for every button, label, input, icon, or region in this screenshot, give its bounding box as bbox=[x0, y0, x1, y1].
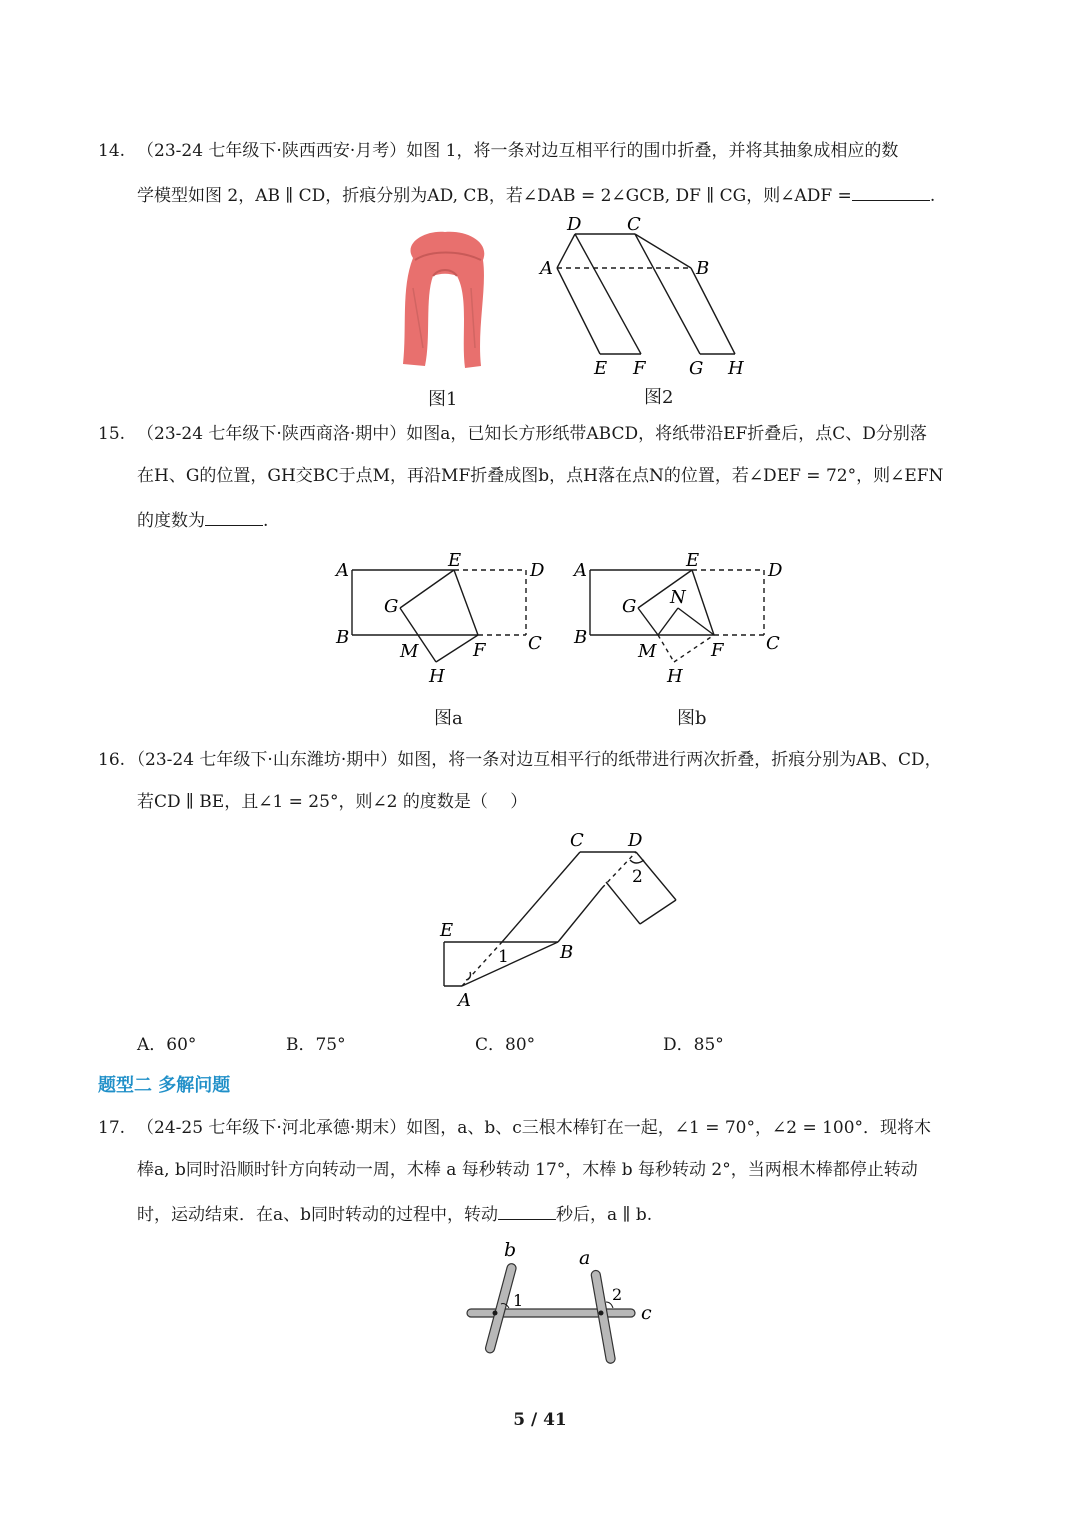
q15-line1: （23-24 七年级下·陕西商洛·期中）如图a，已知长方形纸带ABCD，将纸带沿EF折叠后，点C、D分别落 bbox=[137, 424, 927, 444]
q15-line3-text: 的度数为 bbox=[137, 511, 205, 531]
q14-line1: （23-24 七年级下·陕西西安·月考）如图 1，将一条对边互相平行的围巾折叠，并将其抽象成相应的数 bbox=[137, 141, 899, 161]
q15a-label-C: C bbox=[528, 633, 542, 654]
q15-number: 15. bbox=[98, 424, 126, 444]
q15-line3-end: . bbox=[263, 511, 269, 531]
q14-label-G: G bbox=[689, 358, 704, 379]
q14-label-H: H bbox=[728, 358, 744, 379]
q16-line1: （23-24 七年级下·山东潍坊·期中）如图，将一条对边互相平行的纸带进行两次折叠，折痕分别为AB、CD， bbox=[128, 750, 942, 770]
q15b-label-M: M bbox=[638, 641, 657, 662]
q17-label-angle1: 1 bbox=[513, 1291, 524, 1310]
q17-label-c: c bbox=[641, 1302, 652, 1324]
q16-line2: 若CD ∥ BE，且∠1 = 25°，则∠2 的度数是（ ） bbox=[137, 792, 528, 812]
q15-answer-blank[interactable] bbox=[205, 507, 263, 526]
q17-line3-end: 秒后，a ∥ b. bbox=[556, 1205, 653, 1225]
q15a-label-G: G bbox=[384, 596, 399, 617]
q15b-label-C: C bbox=[766, 633, 780, 654]
q14-label-A: A bbox=[540, 258, 553, 279]
q16-choice-a[interactable]: A．60° bbox=[137, 1035, 197, 1055]
q15a-label-F: F bbox=[473, 640, 486, 661]
q16-label-A: A bbox=[458, 990, 471, 1011]
q16-choice-d[interactable]: D．85° bbox=[663, 1035, 724, 1055]
q16-label-E: E bbox=[440, 920, 454, 941]
q15a-label-A: A bbox=[336, 560, 349, 581]
q14-label-B: B bbox=[696, 258, 710, 279]
q17-label-angle2: 2 bbox=[612, 1285, 623, 1304]
q16-choice-c[interactable]: C．80° bbox=[475, 1035, 536, 1055]
q17-line3-text: 时，运动结束．在a、b同时转动的过程中，转动 bbox=[137, 1205, 499, 1225]
q14-label-C: C bbox=[627, 214, 641, 235]
q14-label-F: F bbox=[633, 358, 646, 379]
q16-label-D: D bbox=[628, 830, 643, 851]
q15b-label-E: E bbox=[686, 550, 700, 571]
q14-number: 14. bbox=[98, 141, 126, 161]
q15b-label-B: B bbox=[574, 627, 588, 648]
q16-figure bbox=[430, 826, 690, 1012]
q15b-label-D: D bbox=[768, 560, 783, 581]
q15b-label-A: A bbox=[574, 560, 587, 581]
q15-line2: 在H、G的位置，GH交BC于点M，再沿MF折叠成图b，点H落在点N的位置，若∠DEF = 72°，则∠EFN bbox=[137, 466, 944, 486]
q17-answer-blank[interactable] bbox=[498, 1201, 556, 1220]
q14-fig2-label: 图2 bbox=[644, 387, 674, 408]
q16-number: 16. bbox=[98, 750, 126, 770]
q15a-label-B: B bbox=[336, 627, 350, 648]
q14-label-D: D bbox=[567, 214, 582, 235]
q16-label-B: B bbox=[560, 942, 574, 963]
q14-scarf-image bbox=[395, 228, 495, 370]
q15-figure-b bbox=[568, 548, 788, 690]
q15-line3 bbox=[137, 507, 268, 533]
q14-label-E: E bbox=[594, 358, 608, 379]
q15-figure-a bbox=[330, 548, 550, 690]
q15b-label-F: F bbox=[711, 640, 724, 661]
q14-line2 bbox=[137, 182, 935, 208]
q14-geometry-figure bbox=[535, 212, 755, 382]
q15a-label-E: E bbox=[448, 550, 462, 571]
q15b-label-H: H bbox=[667, 666, 683, 687]
q16-label-angle1: 1 bbox=[498, 947, 509, 967]
q17-number: 17. bbox=[98, 1118, 126, 1138]
q16-label-C: C bbox=[570, 830, 584, 851]
q15a-label-D: D bbox=[530, 560, 545, 581]
q17-label-b: b bbox=[504, 1239, 517, 1261]
q14-line2-end: . bbox=[929, 186, 936, 206]
q17-line2: 棒a, b同时沿顺时针方向转动一周，木棒 a 每秒转动 17°，木棒 b 每秒转动 2°，当两根木棒都停止转动 bbox=[137, 1160, 918, 1180]
section-title: 题型二 多解问题 bbox=[98, 1075, 231, 1096]
q17-label-a: a bbox=[579, 1247, 591, 1269]
page-number: 5 / 41 bbox=[513, 1410, 567, 1430]
q15b-label-N: N bbox=[670, 587, 686, 608]
q17-line3 bbox=[137, 1201, 652, 1227]
q14-answer-blank[interactable] bbox=[852, 182, 930, 201]
q15a-label-H: H bbox=[429, 666, 445, 687]
q17-sticks-figure bbox=[455, 1238, 665, 1370]
q15b-label-G: G bbox=[622, 596, 637, 617]
q14-line2-text: 学模型如图 2，AB ∥ CD，折痕分别为AD, CB，若∠DAB = 2∠GCB, DF ∥ CG，则∠ADF = bbox=[137, 186, 852, 206]
q15a-label-M: M bbox=[400, 641, 419, 662]
q17-line1: （24-25 七年级下·河北承德·期末）如图，a、b、c三根木棒钉在一起，∠1 = 70°，∠2 = 100°．现将木 bbox=[137, 1118, 932, 1138]
q15-figa-label: 图a bbox=[434, 708, 463, 729]
q16-label-angle2: 2 bbox=[632, 867, 643, 887]
q16-choice-b[interactable]: B．75° bbox=[286, 1035, 346, 1055]
q14-fig1-label: 图1 bbox=[428, 389, 458, 410]
q15-figb-label: 图b bbox=[677, 708, 707, 729]
